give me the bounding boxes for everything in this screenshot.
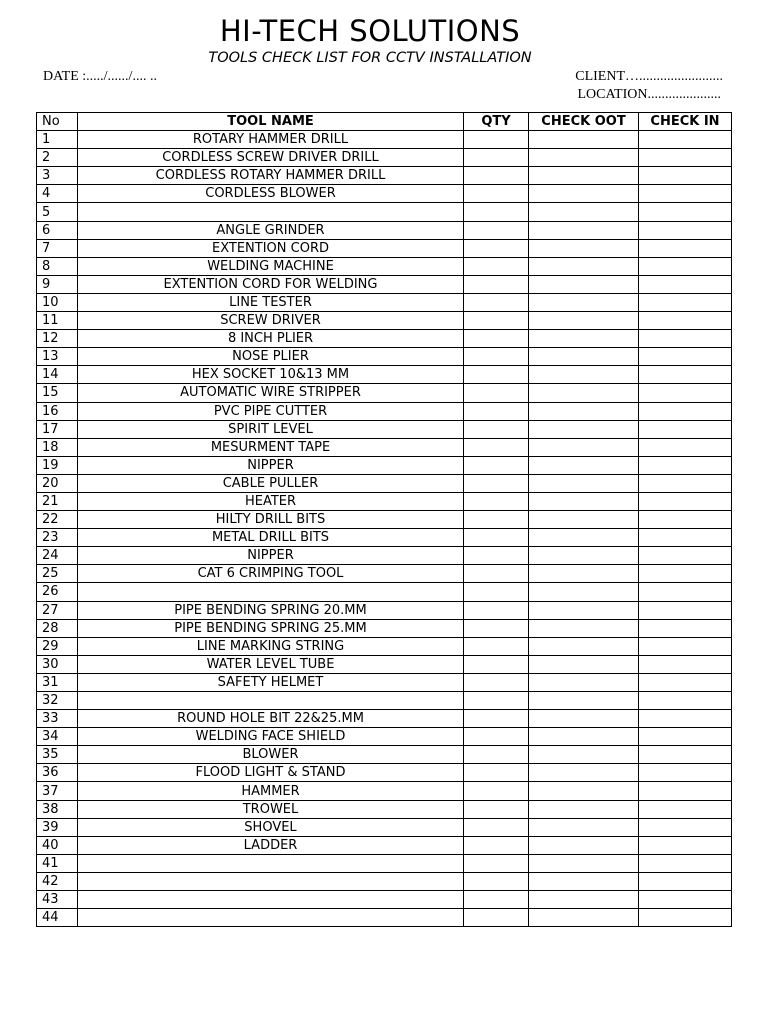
- qty-cell[interactable]: [464, 330, 529, 348]
- check-in-cell[interactable]: [639, 836, 732, 854]
- qty-cell[interactable]: [464, 891, 529, 909]
- qty-cell[interactable]: [464, 746, 529, 764]
- table-row: [37, 637, 732, 655]
- document-subtitle: TOOLS CHECK LIST FOR CCTV INSTALLATION: [208, 50, 532, 66]
- check-in-cell[interactable]: [639, 185, 732, 203]
- table-row: [37, 909, 732, 927]
- tool-name: PIPE BENDING SPRING 20.MM: [78, 601, 464, 619]
- row-number: 24: [37, 547, 78, 565]
- check-in-cell[interactable]: [639, 149, 732, 167]
- qty-cell[interactable]: [464, 673, 529, 691]
- qty-cell[interactable]: [464, 293, 529, 311]
- tool-name: SHOVEL: [78, 818, 464, 836]
- tool-name: [78, 203, 464, 221]
- qty-cell[interactable]: [464, 728, 529, 746]
- check-in-cell[interactable]: [639, 692, 732, 710]
- row-number: 7: [37, 239, 78, 257]
- tool-name: METAL DRILL BITS: [78, 529, 464, 547]
- column-header-check-in: CHECK IN: [639, 113, 732, 131]
- table-row: [37, 782, 732, 800]
- tool-name: AUTOMATIC WIRE STRIPPER: [78, 384, 464, 402]
- table-row: [37, 547, 732, 565]
- table-row: [37, 203, 732, 221]
- tool-name: HEX SOCKET 10&13 MM: [78, 366, 464, 384]
- tool-name: WELDING MACHINE: [78, 257, 464, 275]
- tool-name: ROTARY HAMMER DRILL: [78, 131, 464, 149]
- qty-cell[interactable]: [464, 438, 529, 456]
- check-out-cell[interactable]: [529, 583, 639, 601]
- row-number: 26: [37, 583, 78, 601]
- row-number: 10: [37, 293, 78, 311]
- check-out-cell[interactable]: [529, 492, 639, 510]
- tool-name: [78, 909, 464, 927]
- qty-cell[interactable]: [464, 275, 529, 293]
- check-out-cell[interactable]: [529, 221, 639, 239]
- table-row: [37, 149, 732, 167]
- tool-name: CABLE PULLER: [78, 474, 464, 492]
- tool-name: LINE TESTER: [78, 293, 464, 311]
- check-in-cell[interactable]: [639, 746, 732, 764]
- table-row: [37, 836, 732, 854]
- row-number: 36: [37, 764, 78, 782]
- qty-cell[interactable]: [464, 529, 529, 547]
- qty-cell[interactable]: [464, 456, 529, 474]
- row-number: 8: [37, 257, 78, 275]
- table-row: [37, 728, 732, 746]
- check-in-cell[interactable]: [639, 366, 732, 384]
- tool-name: CORDLESS ROTARY HAMMER DRILL: [78, 167, 464, 185]
- check-in-cell[interactable]: [639, 872, 732, 890]
- check-in-cell[interactable]: [639, 239, 732, 257]
- row-number: 6: [37, 221, 78, 239]
- table-row: [37, 402, 732, 420]
- qty-cell[interactable]: [464, 492, 529, 510]
- check-out-cell[interactable]: [529, 474, 639, 492]
- table-row: [37, 818, 732, 836]
- check-out-cell[interactable]: [529, 764, 639, 782]
- tool-name: ANGLE GRINDER: [78, 221, 464, 239]
- row-number: 23: [37, 529, 78, 547]
- tool-name: HAMMER: [78, 782, 464, 800]
- qty-cell[interactable]: [464, 239, 529, 257]
- check-out-cell[interactable]: [529, 872, 639, 890]
- check-in-cell[interactable]: [639, 655, 732, 673]
- check-out-cell[interactable]: [529, 836, 639, 854]
- table-row: [37, 330, 732, 348]
- check-in-cell[interactable]: [639, 710, 732, 728]
- check-in-cell[interactable]: [639, 800, 732, 818]
- check-in-cell[interactable]: [639, 420, 732, 438]
- check-in-cell[interactable]: [639, 818, 732, 836]
- tool-name: [78, 854, 464, 872]
- check-out-cell[interactable]: [529, 384, 639, 402]
- tool-name: CAT 6 CRIMPING TOOL: [78, 565, 464, 583]
- tool-name: MESURMENT TAPE: [78, 438, 464, 456]
- table-row: [37, 511, 732, 529]
- table-row: [37, 293, 732, 311]
- qty-cell[interactable]: [464, 420, 529, 438]
- check-in-cell[interactable]: [639, 854, 732, 872]
- check-out-cell[interactable]: [529, 438, 639, 456]
- table-row: [37, 456, 732, 474]
- check-in-cell[interactable]: [639, 438, 732, 456]
- row-number: 44: [37, 909, 78, 927]
- row-number: 40: [37, 836, 78, 854]
- qty-cell[interactable]: [464, 185, 529, 203]
- qty-cell[interactable]: [464, 854, 529, 872]
- table-row: [37, 221, 732, 239]
- tool-name: LADDER: [78, 836, 464, 854]
- qty-cell[interactable]: [464, 474, 529, 492]
- table-row: [37, 366, 732, 384]
- table-row: [37, 601, 732, 619]
- table-row: [37, 746, 732, 764]
- check-in-cell[interactable]: [639, 619, 732, 637]
- row-number: 13: [37, 348, 78, 366]
- qty-cell[interactable]: [464, 655, 529, 673]
- check-out-cell[interactable]: [529, 547, 639, 565]
- check-out-cell[interactable]: [529, 239, 639, 257]
- check-in-cell[interactable]: [639, 203, 732, 221]
- qty-cell[interactable]: [464, 312, 529, 330]
- qty-cell[interactable]: [464, 710, 529, 728]
- check-out-cell[interactable]: [529, 746, 639, 764]
- tool-name: 8 INCH PLIER: [78, 330, 464, 348]
- check-out-cell[interactable]: [529, 167, 639, 185]
- company-title: HI-TECH SOLUTIONS: [219, 14, 521, 48]
- tool-name: [78, 692, 464, 710]
- table-row: [37, 257, 732, 275]
- qty-cell[interactable]: [464, 221, 529, 239]
- row-number: 21: [37, 492, 78, 510]
- check-out-cell[interactable]: [529, 420, 639, 438]
- check-out-cell[interactable]: [529, 619, 639, 637]
- check-out-cell[interactable]: [529, 673, 639, 691]
- tool-name: SAFETY HELMET: [78, 673, 464, 691]
- table-row: [37, 492, 732, 510]
- check-in-cell[interactable]: [639, 547, 732, 565]
- row-number: 2: [37, 149, 78, 167]
- qty-cell[interactable]: [464, 348, 529, 366]
- check-in-cell[interactable]: [639, 474, 732, 492]
- row-number: 33: [37, 710, 78, 728]
- qty-cell[interactable]: [464, 836, 529, 854]
- location-field[interactable]: LOCATION.....................: [577, 87, 721, 102]
- check-out-cell[interactable]: [529, 891, 639, 909]
- check-out-cell[interactable]: [529, 348, 639, 366]
- table-row: [37, 800, 732, 818]
- check-out-cell[interactable]: [529, 456, 639, 474]
- table-row: [37, 891, 732, 909]
- table-row: [37, 673, 732, 691]
- check-in-cell[interactable]: [639, 492, 732, 510]
- check-out-cell[interactable]: [529, 728, 639, 746]
- check-out-cell[interactable]: [529, 185, 639, 203]
- qty-cell[interactable]: [464, 167, 529, 185]
- check-in-cell[interactable]: [639, 167, 732, 185]
- tool-name: HEATER: [78, 492, 464, 510]
- row-number: 37: [37, 782, 78, 800]
- tool-name: HILTY DRILL BITS: [78, 511, 464, 529]
- check-in-cell[interactable]: [639, 909, 732, 927]
- tool-name: SPIRIT LEVEL: [78, 420, 464, 438]
- row-number: 17: [37, 420, 78, 438]
- qty-cell[interactable]: [464, 782, 529, 800]
- tool-name: PVC PIPE CUTTER: [78, 402, 464, 420]
- table-row: [37, 438, 732, 456]
- tool-name: FLOOD LIGHT & STAND: [78, 764, 464, 782]
- date-field[interactable]: DATE :...../....../.... ..: [43, 69, 157, 84]
- table-row: [37, 312, 732, 330]
- qty-cell[interactable]: [464, 257, 529, 275]
- qty-cell[interactable]: [464, 384, 529, 402]
- tool-name: CORDLESS BLOWER: [78, 185, 464, 203]
- qty-cell[interactable]: [464, 565, 529, 583]
- qty-cell[interactable]: [464, 818, 529, 836]
- check-in-cell[interactable]: [639, 511, 732, 529]
- check-out-cell[interactable]: [529, 511, 639, 529]
- table-row: [37, 565, 732, 583]
- table-row: [37, 348, 732, 366]
- tool-name: TROWEL: [78, 800, 464, 818]
- qty-cell[interactable]: [464, 131, 529, 149]
- check-out-cell[interactable]: [529, 293, 639, 311]
- check-in-cell[interactable]: [639, 131, 732, 149]
- check-in-cell[interactable]: [639, 257, 732, 275]
- check-out-cell[interactable]: [529, 692, 639, 710]
- check-out-cell[interactable]: [529, 149, 639, 167]
- tool-name: EXTENTION CORD: [78, 239, 464, 257]
- check-out-cell[interactable]: [529, 800, 639, 818]
- check-in-cell[interactable]: [639, 583, 732, 601]
- tool-name: WATER LEVEL TUBE: [78, 655, 464, 673]
- row-number: 16: [37, 402, 78, 420]
- check-out-cell[interactable]: [529, 710, 639, 728]
- tool-name: PIPE BENDING SPRING 25.MM: [78, 619, 464, 637]
- qty-cell[interactable]: [464, 764, 529, 782]
- check-in-cell[interactable]: [639, 764, 732, 782]
- row-number: 27: [37, 601, 78, 619]
- row-number: 42: [37, 872, 78, 890]
- row-number: 35: [37, 746, 78, 764]
- table-row: [37, 131, 732, 149]
- check-in-cell[interactable]: [639, 673, 732, 691]
- check-in-cell[interactable]: [639, 312, 732, 330]
- client-field[interactable]: CLIENT…........................: [575, 69, 723, 84]
- qty-cell[interactable]: [464, 637, 529, 655]
- qty-cell[interactable]: [464, 601, 529, 619]
- check-in-cell[interactable]: [639, 330, 732, 348]
- check-out-cell[interactable]: [529, 330, 639, 348]
- check-in-cell[interactable]: [639, 637, 732, 655]
- table-row: [37, 167, 732, 185]
- check-out-cell[interactable]: [529, 637, 639, 655]
- tool-name: [78, 891, 464, 909]
- check-out-cell[interactable]: [529, 782, 639, 800]
- row-number: 25: [37, 565, 78, 583]
- row-number: 11: [37, 312, 78, 330]
- tool-name: NIPPER: [78, 456, 464, 474]
- row-number: 14: [37, 366, 78, 384]
- table-row: [37, 384, 732, 402]
- row-number: 28: [37, 619, 78, 637]
- tool-name: SCREW DRIVER: [78, 312, 464, 330]
- qty-cell[interactable]: [464, 800, 529, 818]
- row-number: 30: [37, 655, 78, 673]
- check-out-cell[interactable]: [529, 529, 639, 547]
- qty-cell[interactable]: [464, 366, 529, 384]
- check-in-cell[interactable]: [639, 728, 732, 746]
- row-number: 31: [37, 673, 78, 691]
- row-number: 18: [37, 438, 78, 456]
- table-row: [37, 619, 732, 637]
- tool-name: [78, 583, 464, 601]
- row-number: 9: [37, 275, 78, 293]
- row-number: 29: [37, 637, 78, 655]
- tool-name: NIPPER: [78, 547, 464, 565]
- tool-name: NOSE PLIER: [78, 348, 464, 366]
- check-out-cell[interactable]: [529, 131, 639, 149]
- table-row: [37, 872, 732, 890]
- tool-name: CORDLESS SCREW DRIVER DRILL: [78, 149, 464, 167]
- row-number: 4: [37, 185, 78, 203]
- table-header-row: [37, 113, 732, 131]
- row-number: 41: [37, 854, 78, 872]
- check-out-cell[interactable]: [529, 366, 639, 384]
- row-number: 15: [37, 384, 78, 402]
- table-row: [37, 474, 732, 492]
- tool-name: [78, 872, 464, 890]
- table-row: [37, 710, 732, 728]
- tool-name: ROUND HOLE BIT 22&25.MM: [78, 710, 464, 728]
- qty-cell[interactable]: [464, 149, 529, 167]
- check-out-cell[interactable]: [529, 275, 639, 293]
- check-in-cell[interactable]: [639, 456, 732, 474]
- table-row: [37, 692, 732, 710]
- check-out-cell[interactable]: [529, 203, 639, 221]
- qty-cell[interactable]: [464, 203, 529, 221]
- column-header-qty: QTY: [464, 113, 529, 131]
- row-number: 20: [37, 474, 78, 492]
- row-number: 39: [37, 818, 78, 836]
- table-row: [37, 185, 732, 203]
- table-row: [37, 764, 732, 782]
- check-out-cell[interactable]: [529, 601, 639, 619]
- row-number: 5: [37, 203, 78, 221]
- column-header-tool-name: TOOL NAME: [78, 113, 464, 131]
- row-number: 43: [37, 891, 78, 909]
- check-in-cell[interactable]: [639, 293, 732, 311]
- check-out-cell[interactable]: [529, 402, 639, 420]
- table-row: [37, 854, 732, 872]
- column-header-no: No: [37, 113, 78, 131]
- table-row: [37, 583, 732, 601]
- table-row: [37, 529, 732, 547]
- column-header-check-out: CHECK OOT: [529, 113, 639, 131]
- tool-name: LINE MARKING STRING: [78, 637, 464, 655]
- row-number: 1: [37, 131, 78, 149]
- row-number: 32: [37, 692, 78, 710]
- qty-cell[interactable]: [464, 909, 529, 927]
- check-out-cell[interactable]: [529, 655, 639, 673]
- table-row: [37, 275, 732, 293]
- row-number: 12: [37, 330, 78, 348]
- check-in-cell[interactable]: [639, 348, 732, 366]
- check-out-cell[interactable]: [529, 312, 639, 330]
- qty-cell[interactable]: [464, 402, 529, 420]
- qty-cell[interactable]: [464, 583, 529, 601]
- table-row: [37, 420, 732, 438]
- row-number: 34: [37, 728, 78, 746]
- tool-name: EXTENTION CORD FOR WELDING: [78, 275, 464, 293]
- tool-name: BLOWER: [78, 746, 464, 764]
- check-out-cell[interactable]: [529, 565, 639, 583]
- check-out-cell[interactable]: [529, 818, 639, 836]
- tool-name: WELDING FACE SHIELD: [78, 728, 464, 746]
- check-in-cell[interactable]: [639, 402, 732, 420]
- table-row: [37, 239, 732, 257]
- check-in-cell[interactable]: [639, 601, 732, 619]
- row-number: 3: [37, 167, 78, 185]
- check-in-cell[interactable]: [639, 529, 732, 547]
- check-out-cell[interactable]: [529, 257, 639, 275]
- qty-cell[interactable]: [464, 547, 529, 565]
- check-out-cell[interactable]: [529, 909, 639, 927]
- row-number: 19: [37, 456, 78, 474]
- check-out-cell[interactable]: [529, 854, 639, 872]
- check-in-cell[interactable]: [639, 275, 732, 293]
- qty-cell[interactable]: [464, 692, 529, 710]
- qty-cell[interactable]: [464, 511, 529, 529]
- check-in-cell[interactable]: [639, 221, 732, 239]
- check-in-cell[interactable]: [639, 565, 732, 583]
- table-row: [37, 655, 732, 673]
- qty-cell[interactable]: [464, 619, 529, 637]
- row-number: 38: [37, 800, 78, 818]
- tools-checklist-table: [36, 112, 732, 927]
- check-in-cell[interactable]: [639, 384, 732, 402]
- check-in-cell[interactable]: [639, 891, 732, 909]
- check-in-cell[interactable]: [639, 782, 732, 800]
- qty-cell[interactable]: [464, 872, 529, 890]
- row-number: 22: [37, 511, 78, 529]
